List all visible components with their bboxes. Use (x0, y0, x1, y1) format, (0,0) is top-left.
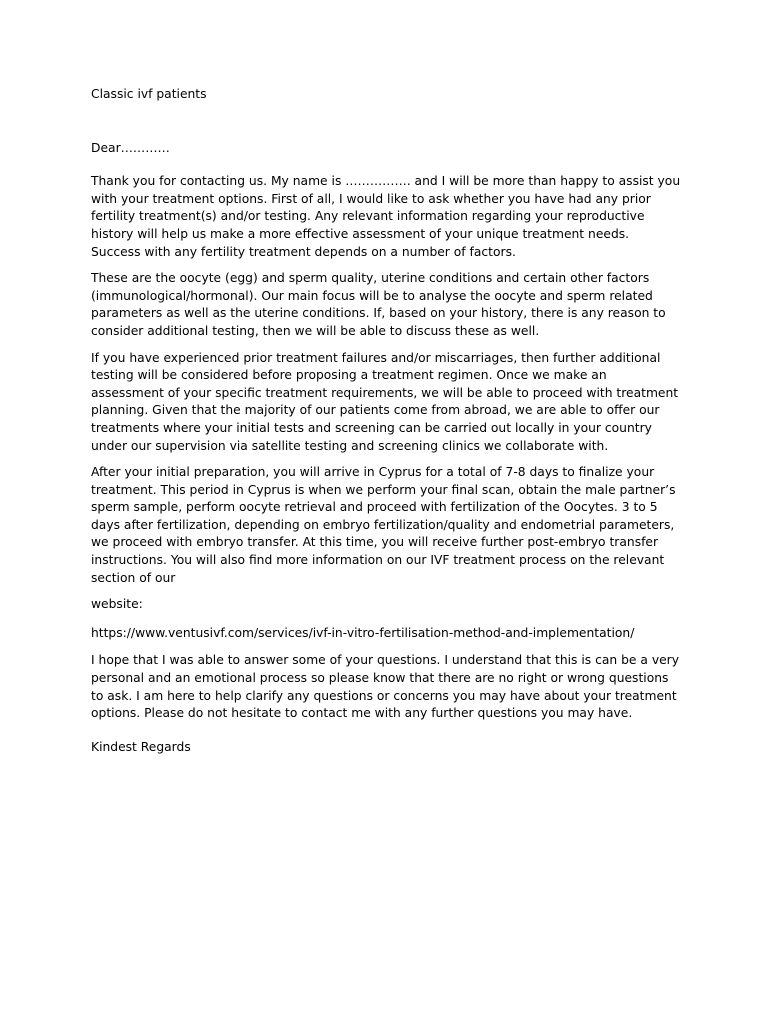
paragraph-intro: Thank you for contacting us. My name is ……………. and I will be more than happy to assist you with your treatment options. First of all, I would like to ask whether you have had any prior fertility treatment(s) and/or testing. Any relevant information regarding your reproductive history will help us make a more effective assessment of your unique treatment needs. Success with any fertility treatment depends on a number of factors. (91, 174, 681, 259)
website-link[interactable]: https://www.ventusivf.com/services/ivf-in-vitro-fertilisation-method-and-implementation/ (91, 625, 635, 640)
document-title: Classic ivf patients (91, 87, 207, 101)
paragraph-closing: I hope that I was able to answer some of your questions. I understand that this is can be a very personal and an emotional process so please know that there are no right or wrong questions to ask. I am here to help clarify any questions or concerns you may have about your treatment options. Please do not hesitate to contact me with any further questions you may have. (91, 653, 679, 721)
paragraph-prior-treatment: If you have experienced prior treatment failures and/or miscarriages, then further additional testing will be considered before proposing a treatment regimen. Once we make an assessment of your specific treatment requirements, we will be able to proceed with treatment planning. Given that the majority of our patients come from abroad, we are able to offer our treatments where your initial tests and screening can be carried out locally in your country under our supervision via satellite testing and screening clinics we collaborate with. (91, 350, 679, 453)
paragraph-cyprus-visit: After your initial preparation, you will arrive in Cyprus for a total of 7-8 days to finalize your treatment. This period in Cyprus is when we perform your final scan, obtain the male partner’s sperm sample, perform oocyte retrieval and proceed with fertilization of the Oocytes. 3 to 5 days after fertilization, depending on embryo fertilization/quality and endometrial parameters, we proceed with embryo transfer. At this time, you will receive further post-embryo transfer instructions. You will also find more information on our IVF treatment process on the relevant section of our (91, 465, 676, 585)
document-page (91, 86, 681, 765)
salutation: Dear………… (91, 140, 170, 155)
paragraph-factors: These are the oocyte (egg) and sperm quality, uterine conditions and certain other factors (immunological/hormonal). Our main focus will be to analyse the oocyte and sperm related parameters as well as the uterine conditions. If, based on your history, there is any reason to consider additional testing, then we will be able to discuss these as well. (91, 271, 666, 338)
sign-off: Kindest Regards (91, 739, 191, 754)
website-label: website: (91, 597, 143, 612)
